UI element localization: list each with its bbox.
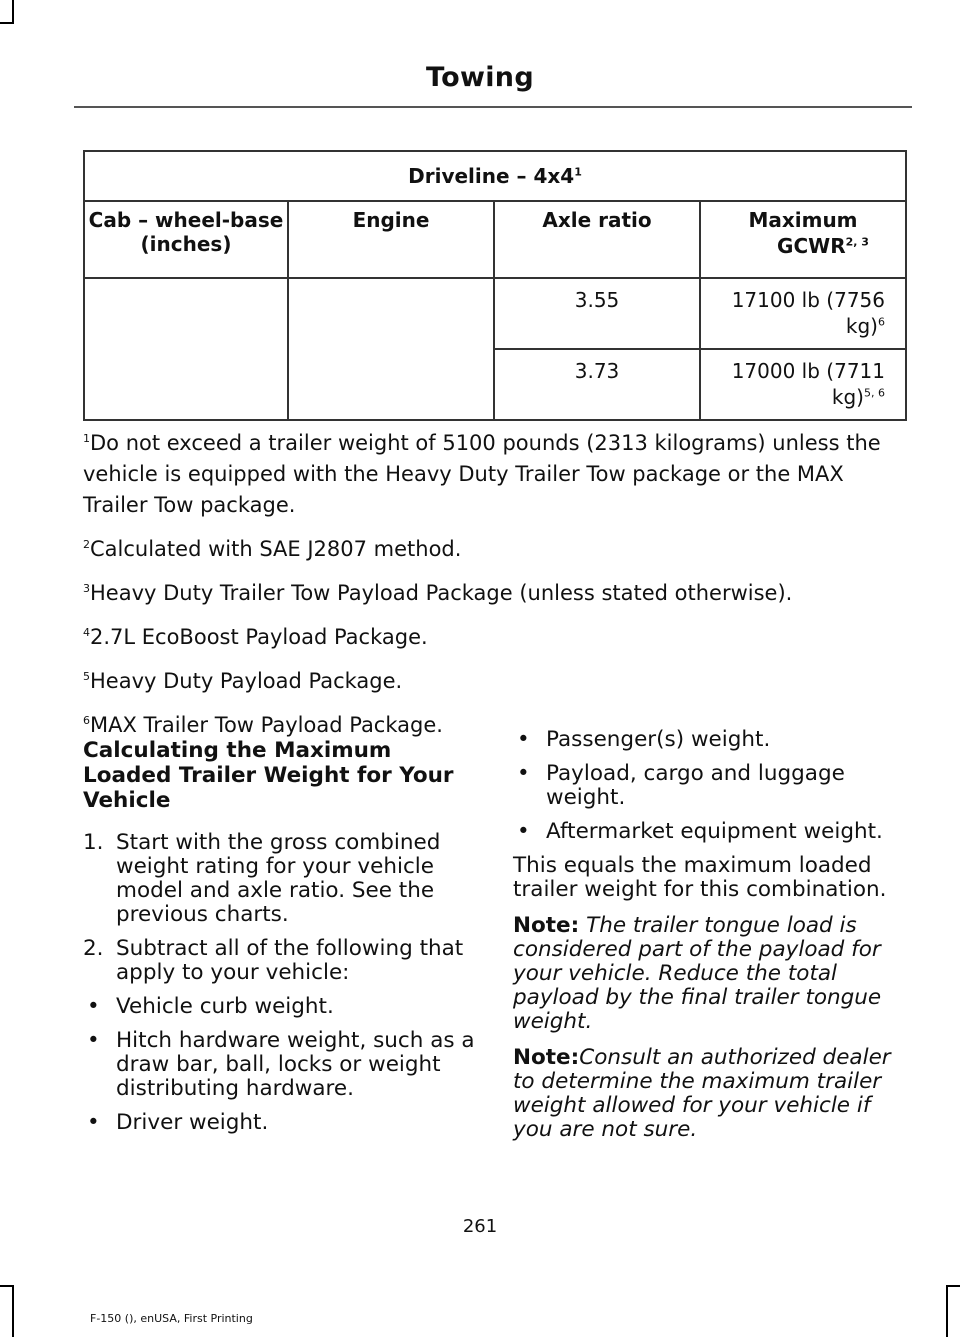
cell-gcwr-line1: 17100 lb (7756 [731, 288, 885, 312]
note-label: Note: [513, 913, 580, 938]
list-item [513, 762, 913, 810]
footnote [83, 666, 913, 697]
bullet-icon: • [517, 761, 530, 786]
list-item [83, 1029, 478, 1101]
crop-mark-top-left-v [12, 0, 14, 22]
cell-gcwr-footnote-ref: 6 [878, 315, 885, 329]
footnote-text: Calculated with SAE J2807 method. [90, 537, 462, 561]
list-item [513, 820, 913, 844]
table-header-row [84, 201, 906, 278]
crop-mark-bottom-left-h [0, 1285, 14, 1287]
list-item-text: Passenger(s) weight. [546, 727, 771, 752]
cell-gcwr [700, 349, 906, 420]
note-text: The trailer tongue load is considered part of the payload for your vehicle. Reduce the total payload by the final trailer tongue weight. [513, 913, 882, 1034]
header-gcwr-line1: Maximum [748, 208, 858, 232]
header-cab-wheelbase: Cab – wheel-base (inches) [84, 201, 288, 278]
note [513, 1046, 913, 1142]
note-label: Note: [513, 1045, 580, 1070]
header-gcwr-line2-wrap [702, 234, 904, 258]
footnote-text: Heavy Duty Payload Package. [90, 669, 403, 693]
cell-gcwr-line2: kg) [831, 385, 864, 409]
step-number: 1. [83, 830, 104, 855]
cell-gcwr-line2: kg) [845, 314, 878, 338]
print-info: F-150 (), enUSA, First Printing [90, 1312, 253, 1325]
bullet-icon: • [87, 1110, 100, 1135]
cell-cab-wheelbase [84, 278, 288, 420]
cell-axle-ratio: 3.55 [494, 278, 700, 349]
step-item [83, 937, 478, 985]
summary-text: This equals the maximum loaded trailer weight for this combination. [513, 853, 887, 902]
table-row [84, 278, 906, 349]
section-heading: Calculating the Maximum Loaded Trailer Weight for Your Vehicle [83, 738, 454, 813]
footnotes [83, 428, 913, 754]
list-item-text: Payload, cargo and luggage weight. [546, 761, 845, 810]
cell-axle-ratio: 3.73 [494, 349, 700, 420]
step-number: 2. [83, 936, 104, 961]
page-title: Towing [426, 62, 534, 93]
bullet-icon: • [87, 994, 100, 1019]
note-text: Consult an authorized dealer to determine the maximum trailer weight allowed for your vehicle if you are not sure. [513, 1045, 891, 1142]
footnote-text: 2.7L EcoBoost Payload Package. [90, 625, 428, 649]
header-engine: Engine [288, 201, 494, 278]
step-item [83, 831, 478, 927]
table-caption-footnote-ref: 1 [574, 165, 582, 179]
table-caption-row [84, 151, 906, 201]
list-item-text: Aftermarket equipment weight. [546, 819, 883, 844]
footnote [83, 534, 913, 565]
footnote-number: 5 [83, 670, 90, 683]
crop-mark-bottom-right-h [946, 1285, 960, 1287]
bullet-icon: • [517, 727, 530, 752]
left-column [83, 738, 478, 1145]
crop-mark-top-left-h [0, 22, 14, 24]
towing-spec-table [83, 150, 907, 421]
footnote-number: 1 [83, 432, 90, 445]
footnote-number: 3 [83, 582, 90, 595]
crop-mark-bottom-right-v [946, 1285, 948, 1337]
header-divider [74, 106, 912, 108]
footnote [83, 428, 913, 521]
table-caption-text: Driveline – 4x4 [408, 164, 575, 188]
footnote-text: MAX Trailer Tow Payload Package. [90, 713, 443, 737]
list-item-text: Vehicle curb weight. [116, 994, 334, 1019]
header-gcwr-footnote-ref: 2, 3 [845, 235, 869, 249]
header-gcwr-line2: GCWR [777, 234, 846, 258]
page-number: 261 [462, 1216, 498, 1237]
step-text: Subtract all of the following that apply to your vehicle: [116, 936, 464, 985]
bullet-icon: • [87, 1028, 100, 1053]
list-item-text: Hitch hardware weight, such as a draw bar, ball, locks or weight distributing hardware. [116, 1028, 475, 1101]
cell-gcwr-line1: 17000 lb (7711 [731, 359, 885, 383]
footnote-text: Heavy Duty Trailer Tow Payload Package (unless stated otherwise). [90, 581, 793, 605]
cell-gcwr-footnote-ref: 5, 6 [864, 386, 885, 400]
right-column [513, 728, 913, 1154]
header-axle-ratio: Axle ratio [494, 201, 700, 278]
table-caption [84, 151, 906, 201]
list-item-text: Driver weight. [116, 1110, 269, 1135]
footnote-text: Do not exceed a trailer weight of 5100 pounds (2313 kilograms) unless the vehicle is equipped with the Heavy Duty Trailer Tow package or the MAX Trailer Tow package. [83, 431, 881, 517]
header-max-gcwr [700, 201, 906, 278]
footnote-number: 2 [83, 538, 90, 551]
list-item [83, 995, 478, 1019]
footnote [83, 578, 913, 609]
crop-mark-bottom-left-v [12, 1285, 14, 1337]
list-item [513, 728, 913, 752]
footnote-number: 4 [83, 626, 90, 639]
step-text: Start with the gross combined weight rating for your vehicle model and axle ratio. See the previous charts. [116, 830, 441, 927]
footnote-number: 6 [83, 714, 90, 727]
list-item [83, 1111, 478, 1135]
cell-gcwr [700, 278, 906, 349]
footnote [83, 622, 913, 653]
bullet-icon: • [517, 819, 530, 844]
note [513, 914, 913, 1034]
cell-engine [288, 278, 494, 420]
